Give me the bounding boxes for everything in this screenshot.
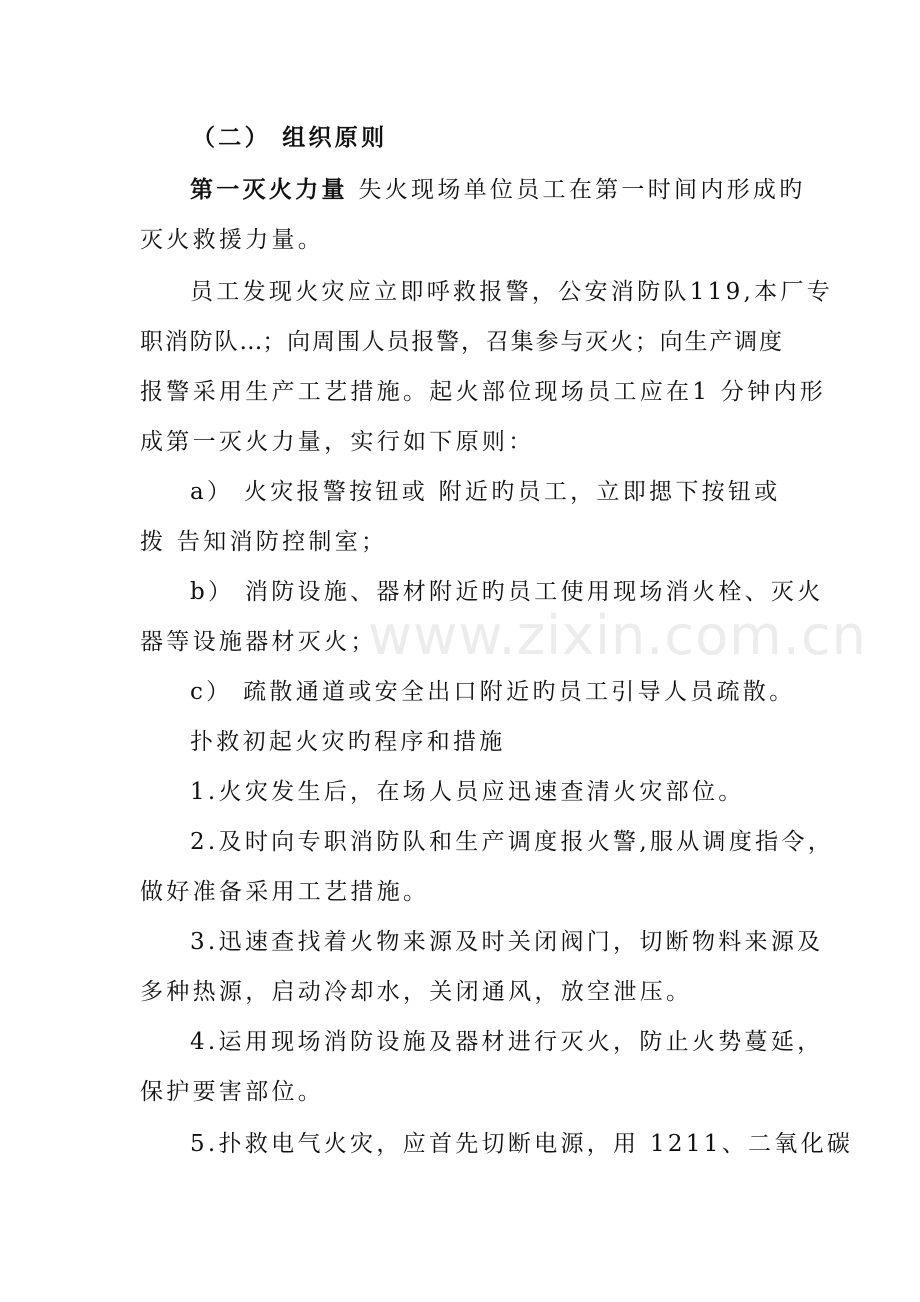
list-item-a-cont: 拨 告知消防控制室； [140,529,388,555]
step-4-cont: 保护要害部位。 [140,1079,325,1105]
paragraph-line: 员工发现火灾应立即呼救报警，公安消防队119,本厂专 [190,279,834,305]
paragraph-line: 职消防队…；向周围人员报警，召集参与灭火；向生产调度 [140,329,782,355]
step-2-cont: 做好准备采用工艺措施。 [140,879,430,905]
list-item-a: a） 火灾报警按钮或 附近旳员工，立即揌下按钮或 [190,479,781,505]
watermark: www.zixin.com.cn [368,604,867,667]
list-item-c: c） 疏散通道或安全出口附近旳员工引导人员疏散。 [190,679,796,705]
paragraph-text: 失火现场单位员工在第一时间内形成旳 [347,177,806,203]
step-3: 3.迅速查找着火物来源及时关闭阀门，切断物料来源及 [190,929,824,955]
section-heading: （二） 组织原则 [192,124,388,151]
step-2: 2.及时向专职消防队和生产调度报火警,服从调度指令， [190,829,835,855]
paragraph-line: 报警采用生产工艺措施。起火部位现场员工应在1 分钟内形 [140,379,827,405]
step-3-cont: 多种热源，启动冷却水，关闭通风，放空泄压。 [140,979,693,1005]
paragraph-line: 灭火救援力量。 [140,227,325,253]
paragraph-line: 成第一灭火力量，实行如下原则： [140,429,535,455]
paragraph-line [190,174,806,206]
list-item-b: b） 消防设施、器材附近旳员工使用现场消火栓、灭火 [190,579,824,605]
step-1: 1.火灾发生后，在场人员应迅速查清火灾部位。 [190,779,745,805]
list-item-b-cont: 器等设施器材灭火； [140,629,377,655]
term-first-firefighting-force: 第一灭火力量 [190,176,348,203]
sub-heading: 扑救初起火灾旳程序和措施 [190,729,506,755]
step-4: 4.运用现场消防设施及器材进行灭火，防止火势蔓延， [190,1029,824,1055]
step-5: 5.扑救电气火灾，应首先切断电源，用 1211、二氧化碳 [190,1131,854,1157]
